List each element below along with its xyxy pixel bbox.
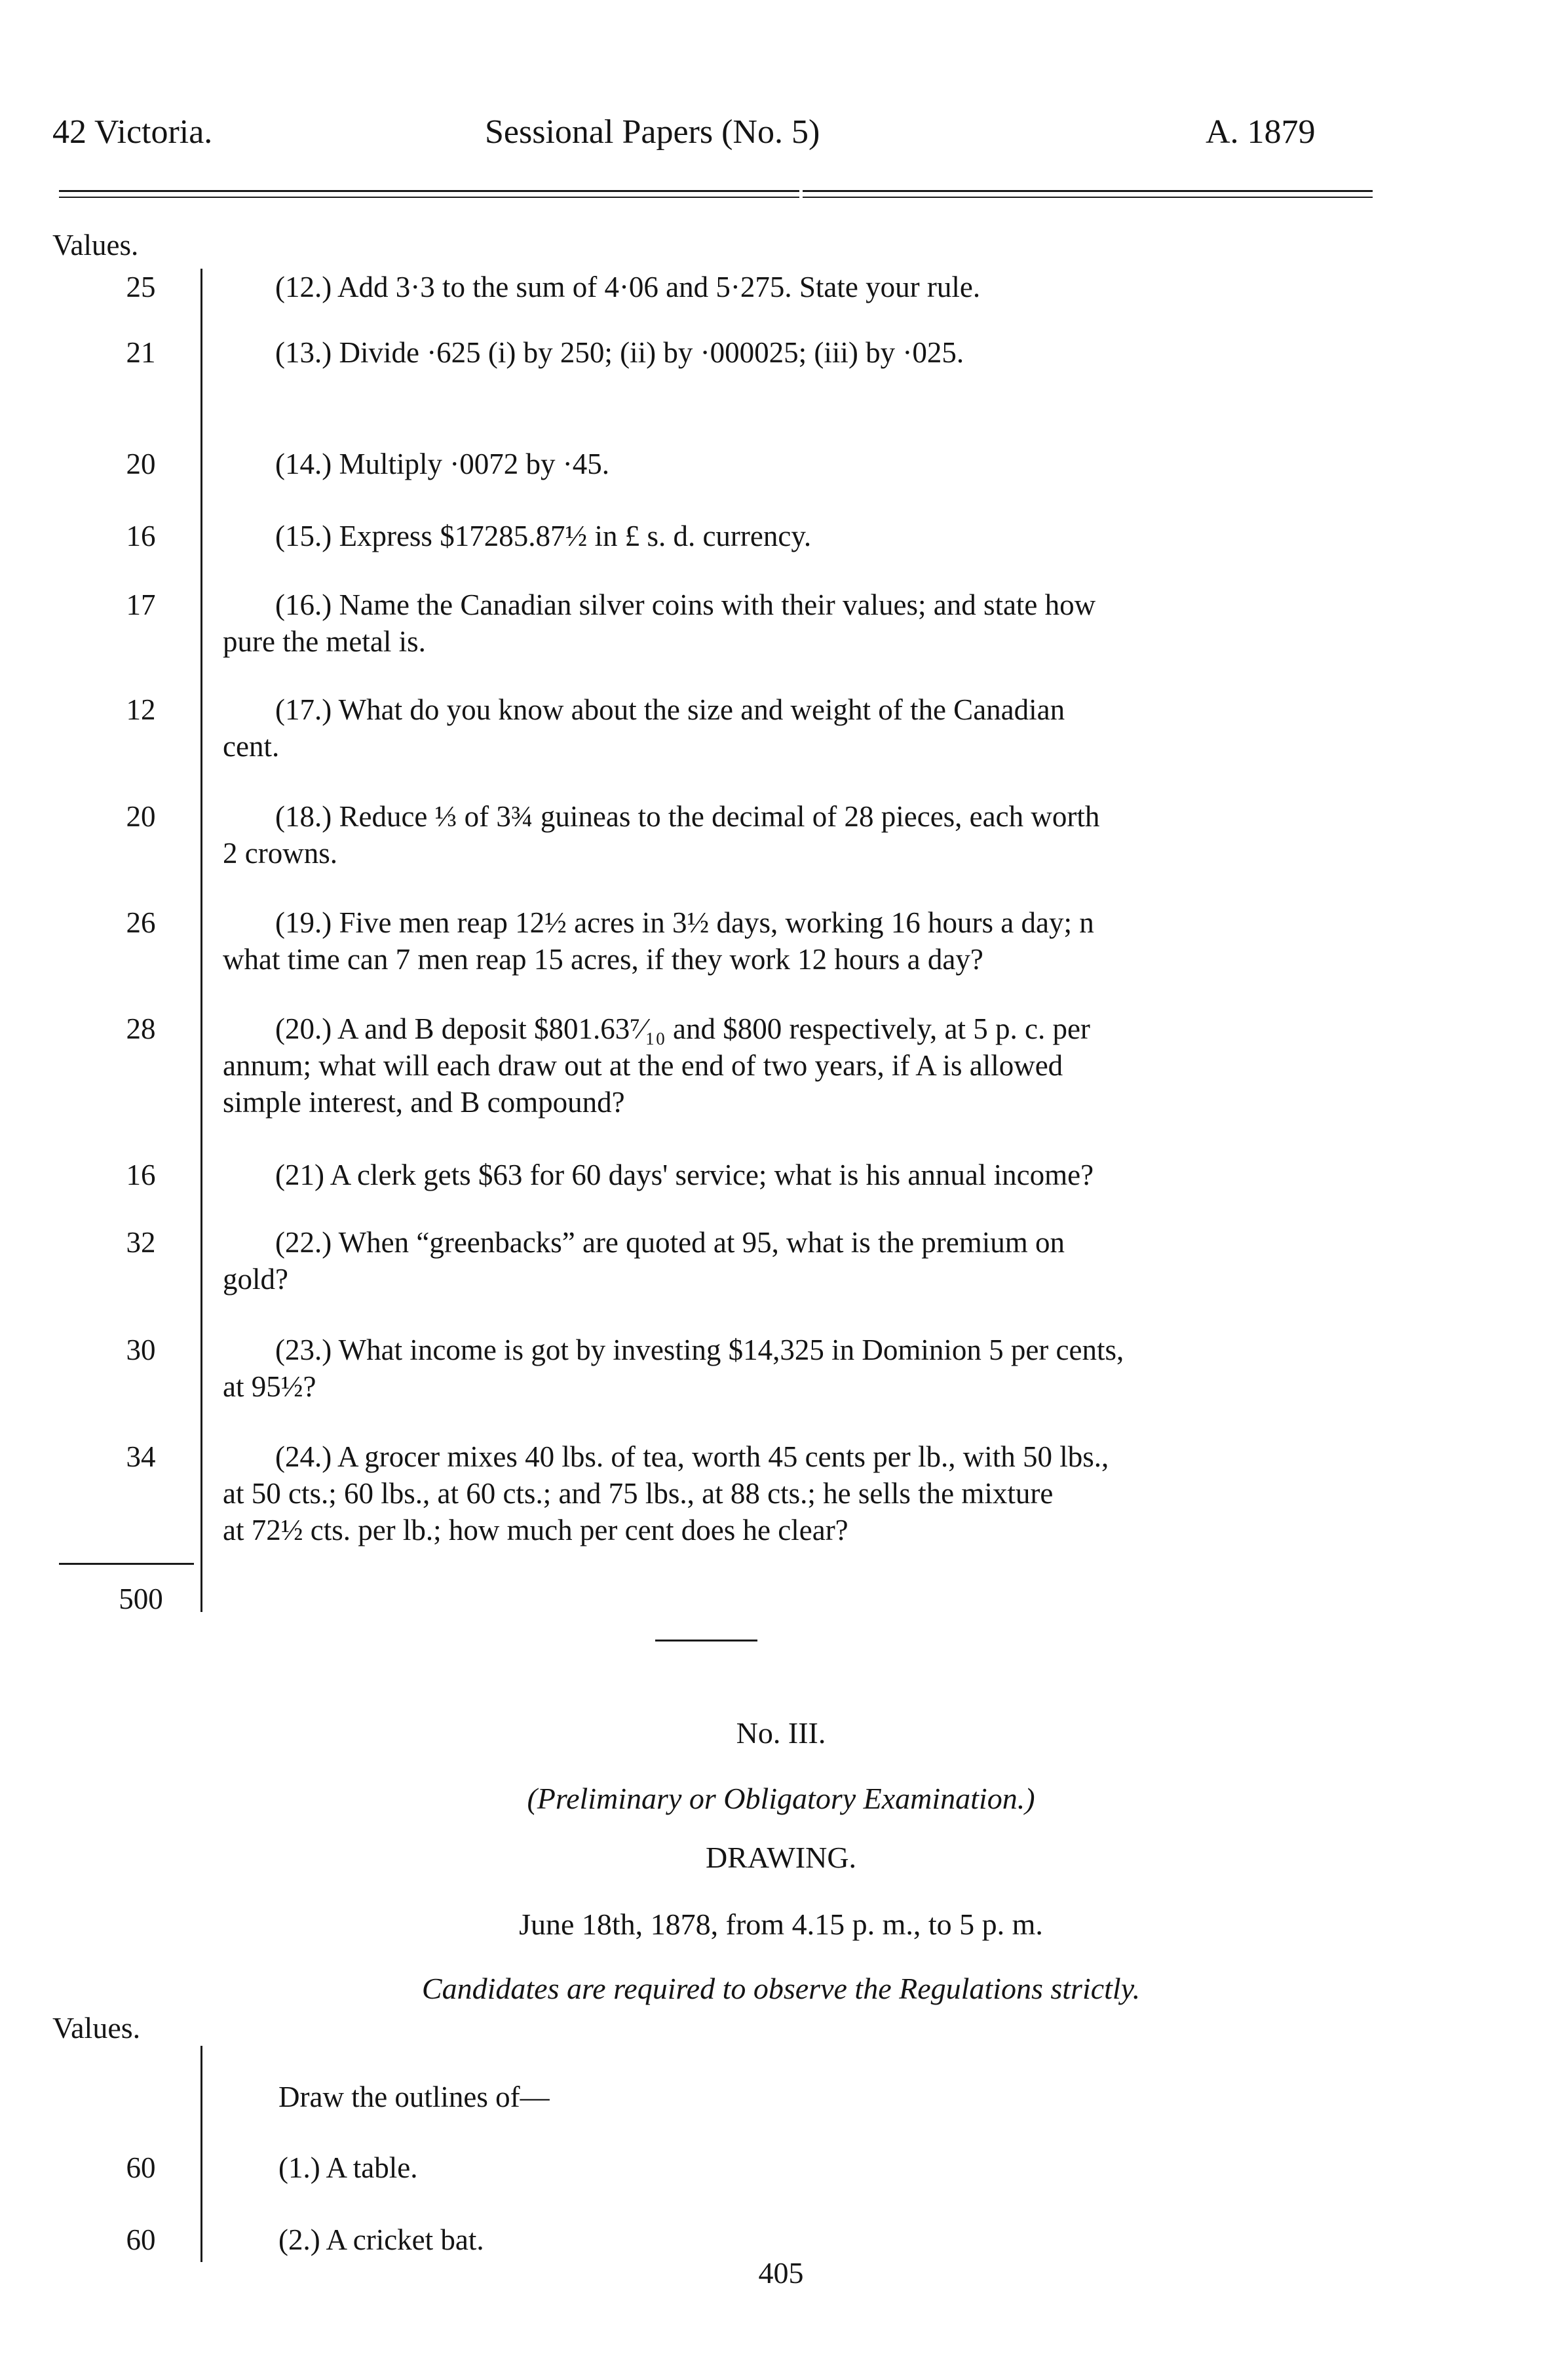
drawing-item-value: 60 [126,2223,156,2256]
question-13: (13.) Divide ·625 (i) by 250; (ii) by ·000025; (iii) by ·025. [275,336,964,369]
question-value: 32 [126,1226,156,1259]
drawing-item: (1.) A table. [278,2151,418,2184]
values-column-rule [200,269,202,1612]
question-value: 21 [126,336,156,369]
header-title: Sessional Papers (No. 5) [485,113,820,151]
values-column-rule-2 [200,2046,202,2262]
question-value: 12 [126,693,156,726]
values-total: 500 [119,1583,163,1615]
header-rule-right [803,190,1373,192]
exam-number: No. III. [736,1716,826,1750]
question-18: (18.) Reduce ⅓ of 3¾ guineas to the decimal of 28 pieces, each worth 2 crowns. [223,800,1100,870]
values-heading: Values. [52,229,139,261]
header-left: 42 Victoria. [52,113,213,151]
question-value: 16 [126,1159,156,1191]
question-14: (14.) Multiply ·0072 by ·45. [275,448,609,480]
question-value: 26 [126,906,156,939]
drawing-item: (2.) A cricket bat. [278,2223,484,2256]
question-15: (15.) Express $17285.87½ in £ s. d. currency. [275,520,812,552]
question-23: (23.) What income is got by investing $14,325 in Dominion 5 per cents, at 95½? [223,1334,1124,1403]
question-22: (22.) When “greenbacks” are quoted at 95, what is the premium on gold? [223,1226,1065,1296]
exam-date: June 18th, 1878, from 4.15 p. m., to 5 p. m. [519,1908,1043,1941]
question-value: 34 [126,1440,156,1473]
values-heading-2: Values. [52,2011,141,2044]
question-17: (17.) What do you know about the size and weight of the Canadian cent. [223,693,1065,763]
question-16: (16.) Name the Canadian silver coins with their values; and state how pure the metal is. [223,588,1096,658]
question-20: (20.) A and B deposit $801.63⁷⁄₁₀ and $800 respectively, at 5 p. c. per annum; what will each draw out at the end of two years, if A is allowed simple interest, and B compound? [223,1012,1090,1119]
question-value: 30 [126,1334,156,1366]
question-value: 28 [126,1012,156,1045]
question-19: (19.) Five men reap 12½ acres in 3½ days, working 16 hours a day; n what time can 7 men reap 15 acres, if they work 12 hours a day? [223,906,1094,976]
total-rule [59,1563,194,1565]
header-rule-right-2 [803,197,1373,198]
exam-subtitle: (Preliminary or Obligatory Examination.) [527,1782,1035,1815]
header-rule-left-2 [59,197,799,198]
exam-subject: DRAWING. [705,1841,857,1874]
question-24: (24.) A grocer mixes 40 lbs. of tea, worth 45 cents per lb., with 50 lbs., at 50 cts.; 60 lbs., at 60 cts.; and 75 lbs., at 88 cts.; he sells the mixture at 72½ cts. per lb.; how much per cent does he clear? [223,1440,1109,1546]
question-value: 16 [126,520,156,552]
question-21: (21) A clerk gets $63 for 60 days' service; what is his annual income? [275,1159,1094,1191]
question-value: 17 [126,588,156,621]
question-value: 20 [126,800,156,833]
section-divider [655,1640,757,1641]
header-right: A. 1879 [1206,113,1316,151]
question-12: (12.) Add 3·3 to the sum of 4·06 and 5·275. State your rule. [275,271,981,303]
page-number: 405 [758,2256,804,2290]
drawing-item-value: 60 [126,2151,156,2184]
exam-instruction: Candidates are required to observe the Regulations strictly. [421,1972,1141,2005]
drawing-intro: Draw the outlines of— [278,2081,550,2113]
question-value: 25 [126,271,156,303]
header-rule-left [59,190,799,192]
question-value: 20 [126,448,156,480]
